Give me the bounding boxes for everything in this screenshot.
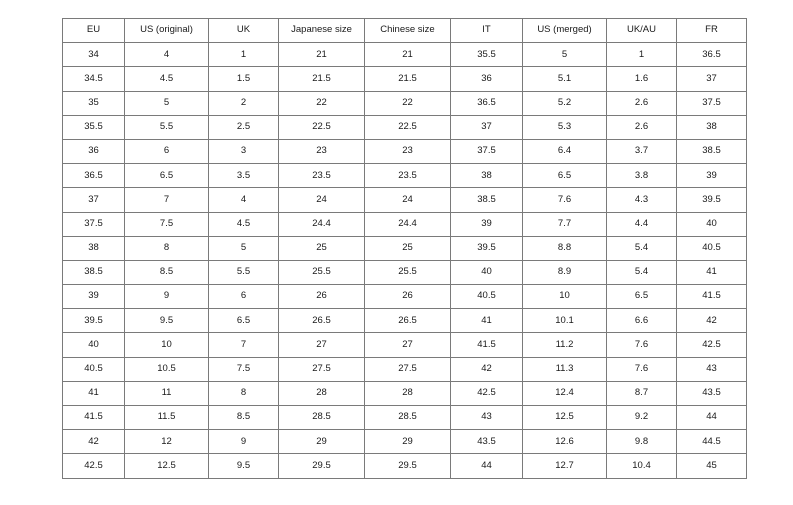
table-cell: 9.5 (209, 454, 279, 478)
table-cell: 4.4 (607, 212, 677, 236)
table-cell: 40 (63, 333, 125, 357)
table-cell: 34 (63, 43, 125, 67)
table-cell: 4.3 (607, 188, 677, 212)
table-cell: 2.6 (607, 115, 677, 139)
table-row (63, 406, 747, 430)
table-cell: 43.5 (451, 430, 523, 454)
table-cell: 35 (63, 91, 125, 115)
table-cell: 23.5 (365, 164, 451, 188)
table-cell: 42 (451, 357, 523, 381)
table-cell: 25 (279, 236, 365, 260)
table-cell: 10.5 (125, 357, 209, 381)
table-cell: 2.6 (607, 91, 677, 115)
table-cell: 12.4 (523, 381, 607, 405)
table-cell: 39.5 (677, 188, 747, 212)
table-cell: 24 (279, 188, 365, 212)
table-cell: 8.7 (607, 381, 677, 405)
table-cell: 6.5 (523, 164, 607, 188)
table-cell: 9 (125, 285, 209, 309)
table-cell: 41.5 (451, 333, 523, 357)
table-cell: 11.2 (523, 333, 607, 357)
table-cell: 8.8 (523, 236, 607, 260)
table-row (63, 188, 747, 212)
table-cell: 11.5 (125, 406, 209, 430)
table-cell: 2.5 (209, 115, 279, 139)
table-cell: 4.5 (125, 67, 209, 91)
table-cell: 28 (365, 381, 451, 405)
column-header: Chinese size (365, 19, 451, 43)
table-cell: 5 (523, 43, 607, 67)
table-cell: 5.5 (209, 260, 279, 284)
table-cell: 37 (63, 188, 125, 212)
table-cell: 28 (279, 381, 365, 405)
table-cell: 39.5 (451, 236, 523, 260)
table-cell: 7.5 (125, 212, 209, 236)
table-cell: 41.5 (63, 406, 125, 430)
column-header: UK (209, 19, 279, 43)
table-cell: 24.4 (279, 212, 365, 236)
table-row (63, 357, 747, 381)
table-cell: 3 (209, 139, 279, 163)
table-cell: 10.4 (607, 454, 677, 478)
table-cell: 28.5 (365, 406, 451, 430)
table-cell: 29.5 (279, 454, 365, 478)
table-row (63, 430, 747, 454)
table-row (63, 309, 747, 333)
column-header: Japanese size (279, 19, 365, 43)
table-cell: 37 (451, 115, 523, 139)
table-cell: 11 (125, 381, 209, 405)
table-cell: 39 (63, 285, 125, 309)
table-cell: 21 (279, 43, 365, 67)
table-cell: 42 (63, 430, 125, 454)
table-cell: 22.5 (365, 115, 451, 139)
table-cell: 23 (365, 139, 451, 163)
table-cell: 8.5 (125, 260, 209, 284)
table-row (63, 212, 747, 236)
table-cell: 23.5 (279, 164, 365, 188)
table-cell: 6.6 (607, 309, 677, 333)
table-cell: 35.5 (451, 43, 523, 67)
table-cell: 22.5 (279, 115, 365, 139)
table-cell: 36.5 (63, 164, 125, 188)
table-cell: 38.5 (677, 139, 747, 163)
table-cell: 36.5 (677, 43, 747, 67)
table-cell: 3.7 (607, 139, 677, 163)
table-cell: 12.7 (523, 454, 607, 478)
table-cell: 41.5 (677, 285, 747, 309)
table-cell: 37 (677, 67, 747, 91)
table-row (63, 260, 747, 284)
table-cell: 5.3 (523, 115, 607, 139)
table-row (63, 43, 747, 67)
table-cell: 29 (365, 430, 451, 454)
table-cell: 40 (451, 260, 523, 284)
table-cell: 5 (209, 236, 279, 260)
table-row (63, 67, 747, 91)
table-cell: 1.6 (607, 67, 677, 91)
table-cell: 8 (125, 236, 209, 260)
table-cell: 36 (63, 139, 125, 163)
table-cell: 8.9 (523, 260, 607, 284)
table-row (63, 164, 747, 188)
table-cell: 39 (451, 212, 523, 236)
table-cell: 38 (451, 164, 523, 188)
table-cell: 6.5 (125, 164, 209, 188)
table-row (63, 139, 747, 163)
table-row (63, 115, 747, 139)
table-cell: 10 (523, 285, 607, 309)
column-header: US (original) (125, 19, 209, 43)
table-cell: 44.5 (677, 430, 747, 454)
table-row (63, 91, 747, 115)
table-cell: 23 (279, 139, 365, 163)
table-row (63, 285, 747, 309)
table-cell: 25.5 (365, 260, 451, 284)
table-cell: 22 (279, 91, 365, 115)
table-cell: 9.8 (607, 430, 677, 454)
table-cell: 21.5 (365, 67, 451, 91)
table-cell: 27.5 (279, 357, 365, 381)
table-cell: 42.5 (63, 454, 125, 478)
table-cell: 39.5 (63, 309, 125, 333)
table-cell: 10.1 (523, 309, 607, 333)
table-cell: 3.8 (607, 164, 677, 188)
table-header-row (63, 19, 747, 43)
table-cell: 5.4 (607, 236, 677, 260)
table-cell: 28.5 (279, 406, 365, 430)
table-row (63, 236, 747, 260)
table-cell: 36.5 (451, 91, 523, 115)
table-cell: 27 (365, 333, 451, 357)
table-cell: 40.5 (677, 236, 747, 260)
table-cell: 4 (125, 43, 209, 67)
table-cell: 42.5 (677, 333, 747, 357)
table-cell: 4 (209, 188, 279, 212)
table-cell: 5.4 (607, 260, 677, 284)
table-cell: 43 (451, 406, 523, 430)
table-cell: 21.5 (279, 67, 365, 91)
table-cell: 44 (451, 454, 523, 478)
table-cell: 26 (279, 285, 365, 309)
table-cell: 6.4 (523, 139, 607, 163)
table-cell: 38 (63, 236, 125, 260)
table-cell: 5 (125, 91, 209, 115)
table-cell: 22 (365, 91, 451, 115)
table-cell: 29 (279, 430, 365, 454)
table-cell: 27.5 (365, 357, 451, 381)
table-cell: 40.5 (63, 357, 125, 381)
table-cell: 38.5 (63, 260, 125, 284)
table-cell: 41 (63, 381, 125, 405)
table-cell: 9.5 (125, 309, 209, 333)
table-cell: 44 (677, 406, 747, 430)
table-cell: 24 (365, 188, 451, 212)
table-body (63, 43, 747, 478)
table-cell: 24.4 (365, 212, 451, 236)
table-cell: 1.5 (209, 67, 279, 91)
table-cell: 29.5 (365, 454, 451, 478)
table-cell: 41 (677, 260, 747, 284)
table-cell: 34.5 (63, 67, 125, 91)
table-cell: 45 (677, 454, 747, 478)
table-cell: 40 (677, 212, 747, 236)
table-cell: 37.5 (677, 91, 747, 115)
table-cell: 9 (209, 430, 279, 454)
table-cell: 26.5 (279, 309, 365, 333)
table-cell: 12.6 (523, 430, 607, 454)
table-cell: 7.6 (607, 357, 677, 381)
table-cell: 5.2 (523, 91, 607, 115)
table-row (63, 381, 747, 405)
table-cell: 9.2 (607, 406, 677, 430)
table-cell: 6.5 (607, 285, 677, 309)
table-cell: 12.5 (125, 454, 209, 478)
column-header: US (merged) (523, 19, 607, 43)
table-cell: 38 (677, 115, 747, 139)
table-cell: 7 (209, 333, 279, 357)
table-cell: 6 (209, 285, 279, 309)
table-cell: 42 (677, 309, 747, 333)
column-header: FR (677, 19, 747, 43)
table-cell: 2 (209, 91, 279, 115)
table-cell: 7.6 (607, 333, 677, 357)
table-cell: 27 (279, 333, 365, 357)
table-cell: 37.5 (451, 139, 523, 163)
table-cell: 37.5 (63, 212, 125, 236)
table-cell: 7.7 (523, 212, 607, 236)
table-cell: 1 (607, 43, 677, 67)
table-cell: 40.5 (451, 285, 523, 309)
table-cell: 38.5 (451, 188, 523, 212)
table-row (63, 454, 747, 478)
column-header: EU (63, 19, 125, 43)
table-cell: 7 (125, 188, 209, 212)
table-header (63, 19, 747, 43)
table-row (63, 333, 747, 357)
table-cell: 21 (365, 43, 451, 67)
column-header: IT (451, 19, 523, 43)
table-cell: 39 (677, 164, 747, 188)
table-cell: 3.5 (209, 164, 279, 188)
table-cell: 7.5 (209, 357, 279, 381)
table-cell: 43.5 (677, 381, 747, 405)
table-cell: 11.3 (523, 357, 607, 381)
table-cell: 10 (125, 333, 209, 357)
table-cell: 8.5 (209, 406, 279, 430)
table-cell: 4.5 (209, 212, 279, 236)
table-cell: 7.6 (523, 188, 607, 212)
shoe-size-conversion-table (62, 18, 747, 479)
table-cell: 6.5 (209, 309, 279, 333)
column-header: UK/AU (607, 19, 677, 43)
table-cell: 35.5 (63, 115, 125, 139)
table-cell: 36 (451, 67, 523, 91)
table-cell: 5.1 (523, 67, 607, 91)
table-cell: 26 (365, 285, 451, 309)
table-cell: 5.5 (125, 115, 209, 139)
table-cell: 42.5 (451, 381, 523, 405)
table-cell: 43 (677, 357, 747, 381)
table-cell: 41 (451, 309, 523, 333)
table-cell: 6 (125, 139, 209, 163)
table-cell: 26.5 (365, 309, 451, 333)
table-cell: 12.5 (523, 406, 607, 430)
table-cell: 12 (125, 430, 209, 454)
table-cell: 8 (209, 381, 279, 405)
table-cell: 1 (209, 43, 279, 67)
table-cell: 25.5 (279, 260, 365, 284)
table-cell: 25 (365, 236, 451, 260)
